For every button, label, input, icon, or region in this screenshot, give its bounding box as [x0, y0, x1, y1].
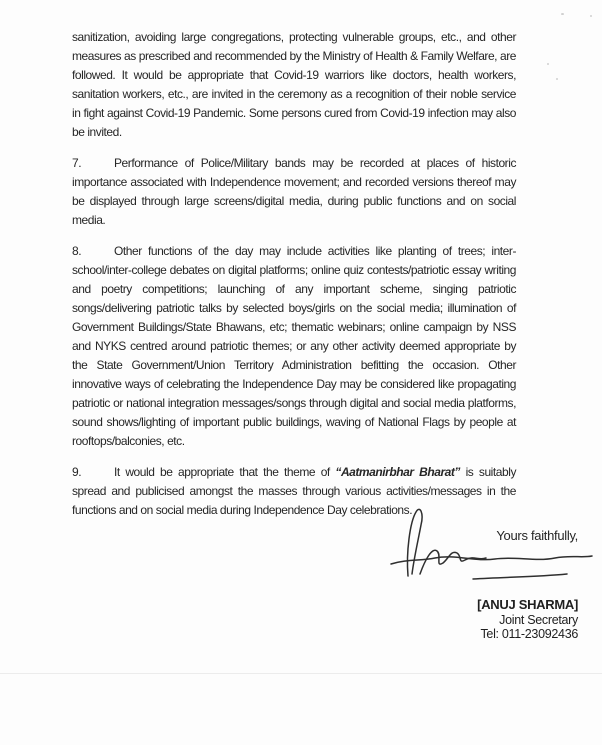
paragraph-number: 8.	[72, 244, 82, 258]
paragraph-text: Performance of Police/Military bands may be recorded at places of historic importance associated with Independence movement; and recorded versions thereof may be displayed through large screens/digital media, during public functions and on social media.	[72, 156, 516, 227]
signatory-name: [ANUJ SHARMA]	[477, 597, 578, 612]
signature-block	[477, 598, 578, 642]
scan-noise-speck	[547, 63, 549, 65]
handwritten-signature	[385, 500, 595, 585]
page-edge	[0, 673, 602, 674]
scan-noise-speck	[590, 15, 592, 17]
paragraph-text: It would be appropriate that the theme of	[114, 465, 336, 479]
letter-body	[72, 28, 516, 532]
signatory-phone: Tel: 011-23092436	[480, 627, 578, 641]
scan-noise-speck	[561, 13, 564, 15]
paragraph-number: 7.	[72, 156, 82, 170]
scan-noise-speck	[556, 78, 558, 80]
paragraph-continuation	[72, 28, 516, 142]
signature-underline-stroke	[473, 574, 567, 579]
signature-scrawl-stroke	[420, 550, 486, 574]
paragraph-7	[72, 154, 516, 230]
paragraph-8	[72, 242, 516, 451]
paragraph-text: Other functions of the day may include activities like planting of trees; inter-school/inter-college debates on digital platforms; online quiz contests/patriotic essay writing and poetry competitions; launching of any important scheme, singing patriotic songs/delivering patriotic talks by selected boys/girls on the social media; illumination of Government Buildings/State Bhawans, etc; thematic webinars; online campaign by NSS and NYKS centred around patriotic themes; or any other activity deemed appropriate by the State Government/Union Territory Administration befitting the occasion. Other innovative ways of celebrating the Independence Day may be considered like propagating patriotic or national integration messages/songs through digital and social media platforms, sound shows/lighting of important public buildings, waving of National Flags by people at rooftops/balconies, etc.	[72, 244, 516, 448]
signature-tail-stroke	[391, 556, 592, 564]
theme-emphasis: “Aatmanirbhar Bharat”	[335, 465, 460, 479]
paragraph-text: sanitization, avoiding large congregations, protecting vulnerable groups, etc., and other measures as prescribed and recommended by the Ministry of Health & Family Welfare, are followed. It would be appropriate that Covid-19 warriors like doctors, health workers, sanitation workers, etc., are invited in the ceremony as a recognition of their noble service in fight against Covid-19 Pandemic. Some persons cured from Covid-19 infection may also be invited.	[72, 30, 516, 139]
paragraph-text: is suitably spread and publicised amongst the masses through various activities/messages in the functions and on social media during Independence Day celebrations.	[72, 465, 516, 517]
signatory-title: Joint Secretary	[499, 612, 578, 627]
paragraph-number: 9.	[72, 465, 82, 479]
signature-loop-stroke	[407, 509, 422, 576]
valediction: Yours faithfully,	[496, 528, 578, 543]
